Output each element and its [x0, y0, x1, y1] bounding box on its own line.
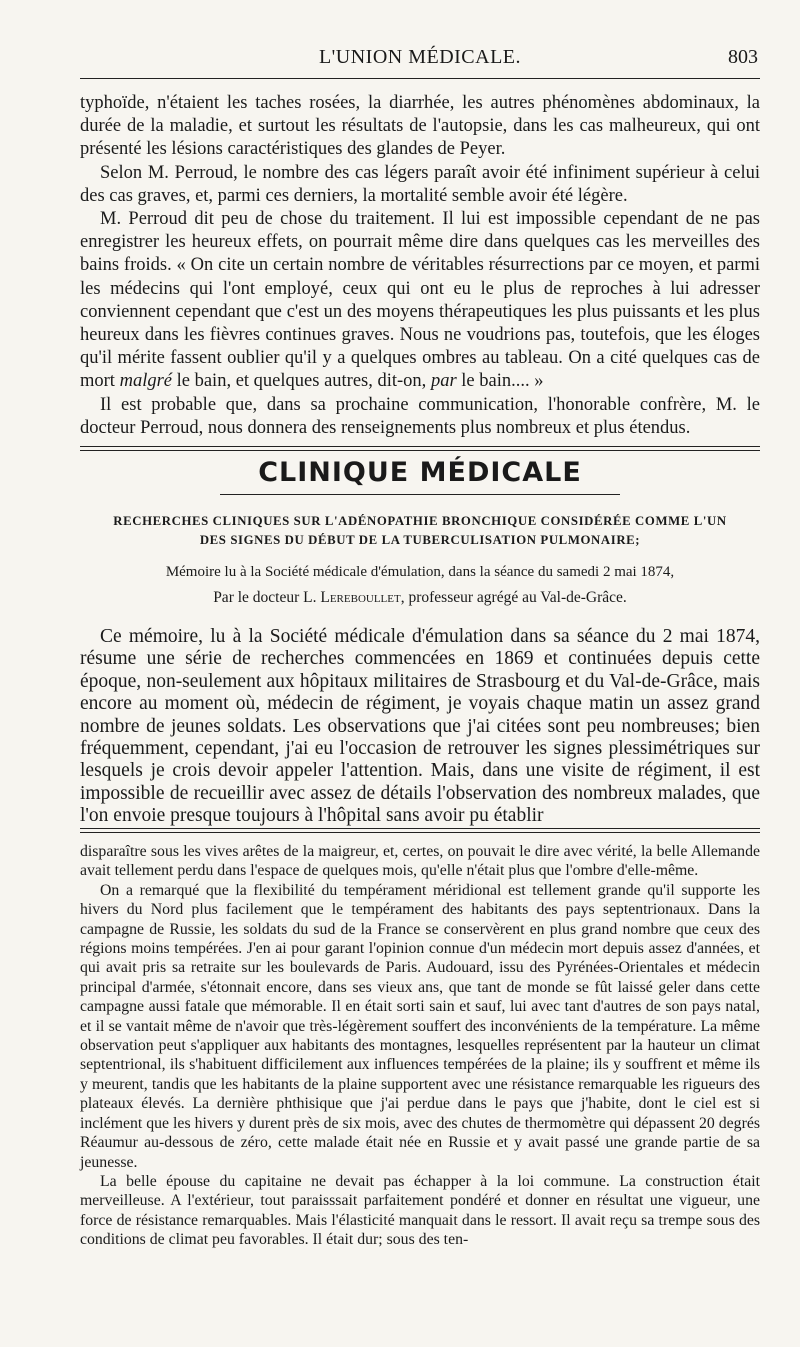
author-suffix: , professeur agrégé au Val-de-Grâce. — [400, 589, 627, 606]
article-title-line: DES SIGNES DU DÉBUT DE LA TUBERCULISATION PULMONAIRE; — [199, 533, 641, 547]
feuilleton-paragraph: La belle épouse du capitaine ne devait pas échapper à la loi commune. La construction était merveilleuse. A l'extérieur, tout paraisssait parfaitement pondéré et donner en résultat une vigueur, une force de résistance remarquables. Mais l'élasticité manquait dans le ressort. Il avait reçu sa trempe sous des conditions de climat peu favorables. Il était dur; sous des ten- — [80, 1172, 760, 1249]
feuilleton-divider — [80, 828, 760, 833]
upper-paragraph: Selon M. Perroud, le nombre des cas légers paraît avoir été infiniment supérieur à celui des cas graves, et, parmi ces derniers, la mortalité semble avoir été légère. — [80, 162, 760, 206]
feuilleton — [80, 842, 760, 1250]
feuilleton-paragraph: On a remarqué que la flexibilité du tempérament méridional est tellement grande qu'il supporte les hivers du Nord plus facilement que le tempérament des habitants des pays septentrionaux. Dans la campagne de Russie, les soldats du sud de la France se conservèrent en plus grand nombre que ceux des régions moins tempérées. J'en ai pour garant l'opinion connue d'un médecin mort depuis assez d'années, et qui avait pris sa retraite sur les boulevards de Paris. Audouard, issu des Pyrénées-Orientales et médecin principal d'armée, s'étonnait encore, dans ses vieux ans, que tant de monde se fût laissé geler dans cette campagne aussi fatale que mémorable. Il en était sorti sain et sauf, lui avec tant d'autres de son pays natal, et il se vantait même de n'avoir que très-légèrement souffert des inconvénients de la température. La même observation peut s'appliquer aux habitants des montagnes, lesquelles représentent par la hauteur un climat septentrional, ils s'habituent difficilement aux influences tempérées de la plaine; ils y souffrent et même ils y meurent, tandis que les habitants de la plaine supportent avec une résistance remarquable les rigueurs des plateaux élevés. La dernière phthisique que j'ai perdue dans le pays que j'habite, dont le ciel est si inclément que les hivers y durent près de six mois, avec des chutes de thermomètre qui dépassent 20 degrés Réaumur au-dessous de zéro, cette malade était née en Russie et y avait passé une grande partie de sa jeunesse. — [80, 881, 760, 1171]
upper-paragraph — [80, 208, 760, 394]
memoir-note: Mémoire lu à la Société médicale d'émulation, dans la séance du samedi 2 mai 1874, — [165, 564, 675, 580]
upper-paragraph: Il est probable que, dans sa prochaine communication, l'honorable confrère, M. le docteur Perroud, nous donnera des renseignements plus nombreux et plus étendus. — [80, 394, 760, 438]
article-body — [80, 626, 760, 828]
running-title: L'UNION MÉDICALE. — [318, 46, 522, 68]
upper-section — [80, 92, 760, 440]
page-number: 803 — [728, 46, 758, 68]
article-paragraph: Ce mémoire, lu à la Société médicale d'émulation dans sa séance du 2 mai 1874, résume une série de recherches commencées en 1869 et continuées depuis cette époque, non-seulement aux hôpitaux militaires de Strasbourg et du Val-de-Grâce, mais encore au moment où, médecin de régiment, je voyais chaque matin un assez grand nombre de jeunes soldats. Les observations que j'ai citées sont peu nombreuses; bien fréquemment, cependant, j'ai eu l'occasion de retrouver les signes plessimétriques sur lesquels je crois devoir appeler l'attention. Mais, dans une visite de régiment, il est impossible de recueillir avec assez de détails l'observation des nombreux malades, que l'on envoie presque toujours à l'hôpital sans avoir pu établir — [80, 626, 760, 827]
feuilleton-paragraph: disparaître sous les vives arêtes de la maigreur, et, certes, on pouvait le dire avec vérité, la belle Allemande avait tellement perdu dans l'espace de quelques mois, qu'elle n'était plus que l'ombre d'elle-même. — [80, 843, 760, 880]
page-header — [80, 44, 760, 74]
article-title — [80, 512, 760, 550]
header-rule — [80, 78, 760, 79]
paragraph-text: le bain.... » — [456, 371, 544, 392]
paragraph-text: le bain, et quelques autres, dit-on, — [172, 371, 431, 392]
article-title-line: RECHERCHES CLINIQUES SUR L'ADÉNOPATHIE BRONCHIQUE CONSIDÉRÉE COMME L'UN — [113, 514, 727, 528]
upper-paragraph: typhoïde, n'étaient les taches rosées, la diarrhée, les autres phénomènes abdominaux, la durée de la maladie, et surtout les résultats de l'autopsie, dans les cas malheureux, qui ont présenté les lésions caractéristiques des glandes de Peyer. — [80, 93, 760, 160]
title-underline — [220, 494, 620, 495]
author-line — [80, 588, 760, 608]
emphasis-text: malgré — [119, 371, 172, 392]
section-divider — [80, 446, 760, 451]
paragraph-text: M. Perroud dit peu de chose du traitement. Il lui est impossible cependant de ne pas enregistrer les heureux effets, on pourrait même dire dans quelques cas les merveilles des bains froids. « On cite un certain nombre de véritables résurrections par ce moyen, et parmi les médecins qui l'ont employé, ceux qui ont eu le plus de reproches à lui adresser conviennent cependant que c'est un des moyens thérapeutiques les plus puissants et les plus heureux dans les fièvres continues graves. Nous ne voudrions pas, toutefois, que les éloges qu'il mérite fassent oublier qu'il y a quelques ombres au tableau. On a cité quelques cas de mort — [80, 209, 760, 392]
author-name: L. Lereboullet — [303, 589, 401, 606]
author-prefix: Par le docteur — [213, 589, 304, 606]
emphasis-text: par — [430, 371, 457, 392]
section-title: CLINIQUE MÉDICALE — [258, 457, 582, 488]
